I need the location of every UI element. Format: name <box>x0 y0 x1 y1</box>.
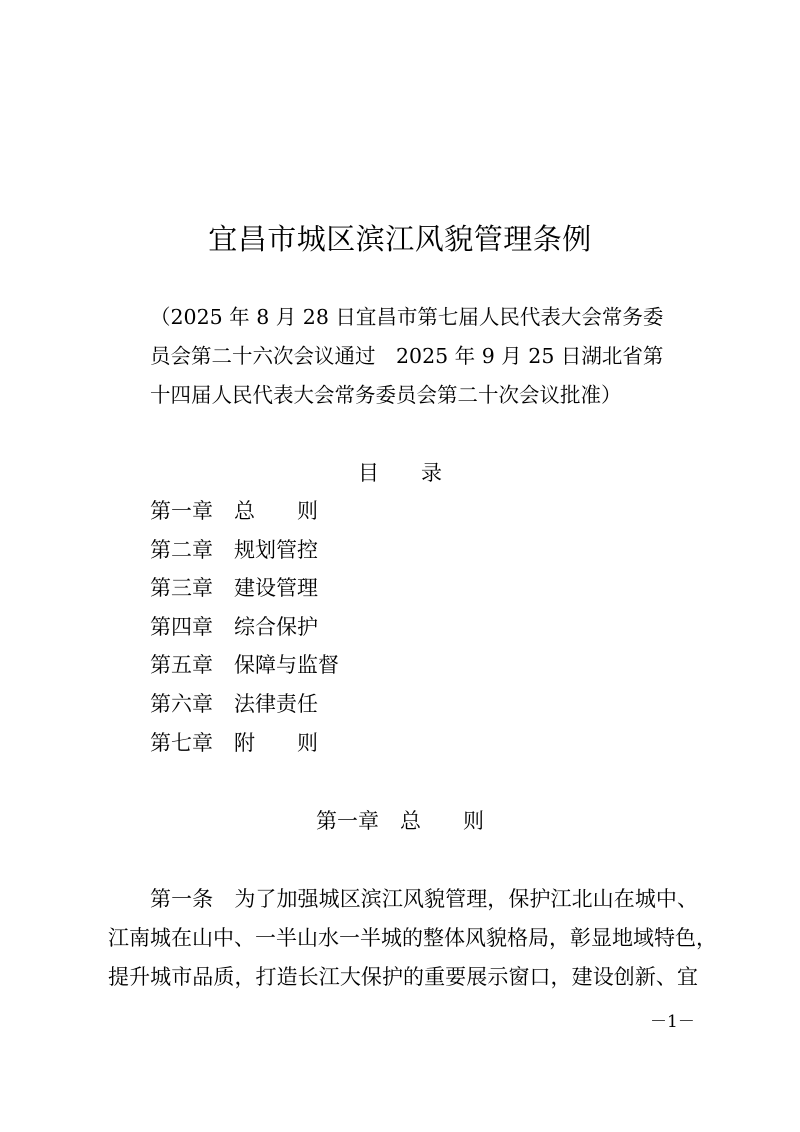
adoption-note-line: 员会第二十六次会议通过 2025 年 9 月 25 日湖北省第 <box>150 344 664 368</box>
toc-heading: 目 录 <box>358 461 442 485</box>
adoption-note <box>150 298 670 415</box>
toc-item-chapter-4: 第四章 综合保护 <box>150 614 318 639</box>
toc-item-chapter-6: 第六章 法律责任 <box>150 691 318 716</box>
toc-item-chapter-7: 第七章 附 则 <box>150 730 318 755</box>
chapter-heading: 第一章 总 则 <box>316 809 484 833</box>
toc-item-chapter-2: 第二章 规划管控 <box>150 537 318 562</box>
document-title: 宜昌市城区滨江风貌管理条例 <box>208 222 592 256</box>
toc-item-chapter-5: 第五章 保障与监督 <box>150 653 339 678</box>
toc-item-chapter-3: 第三章 建设管理 <box>150 576 318 601</box>
article-line: 提升城市品质，打造长江大保护的重要展示窗口，建设创新、宜 <box>108 965 698 989</box>
toc-item-chapter-1: 第一章 总 则 <box>150 499 318 523</box>
article-line: 第一条 为了加强城区滨江风貌管理，保护江北山在城中、 <box>150 887 698 911</box>
article-line: 江南城在山中、一半山水一半城的整体风貌格局，彰显地域特色， <box>108 926 717 950</box>
adoption-note-line: 十四届人民代表大会常务委员会第二十次会议批准） <box>150 383 622 407</box>
page-number: －1－ <box>650 1012 695 1032</box>
article-paragraph <box>108 880 717 997</box>
table-of-contents <box>150 494 339 764</box>
adoption-note-line: （2025 年 8 月 28 日宜昌市第七届人民代表大会常务委 <box>150 305 664 329</box>
